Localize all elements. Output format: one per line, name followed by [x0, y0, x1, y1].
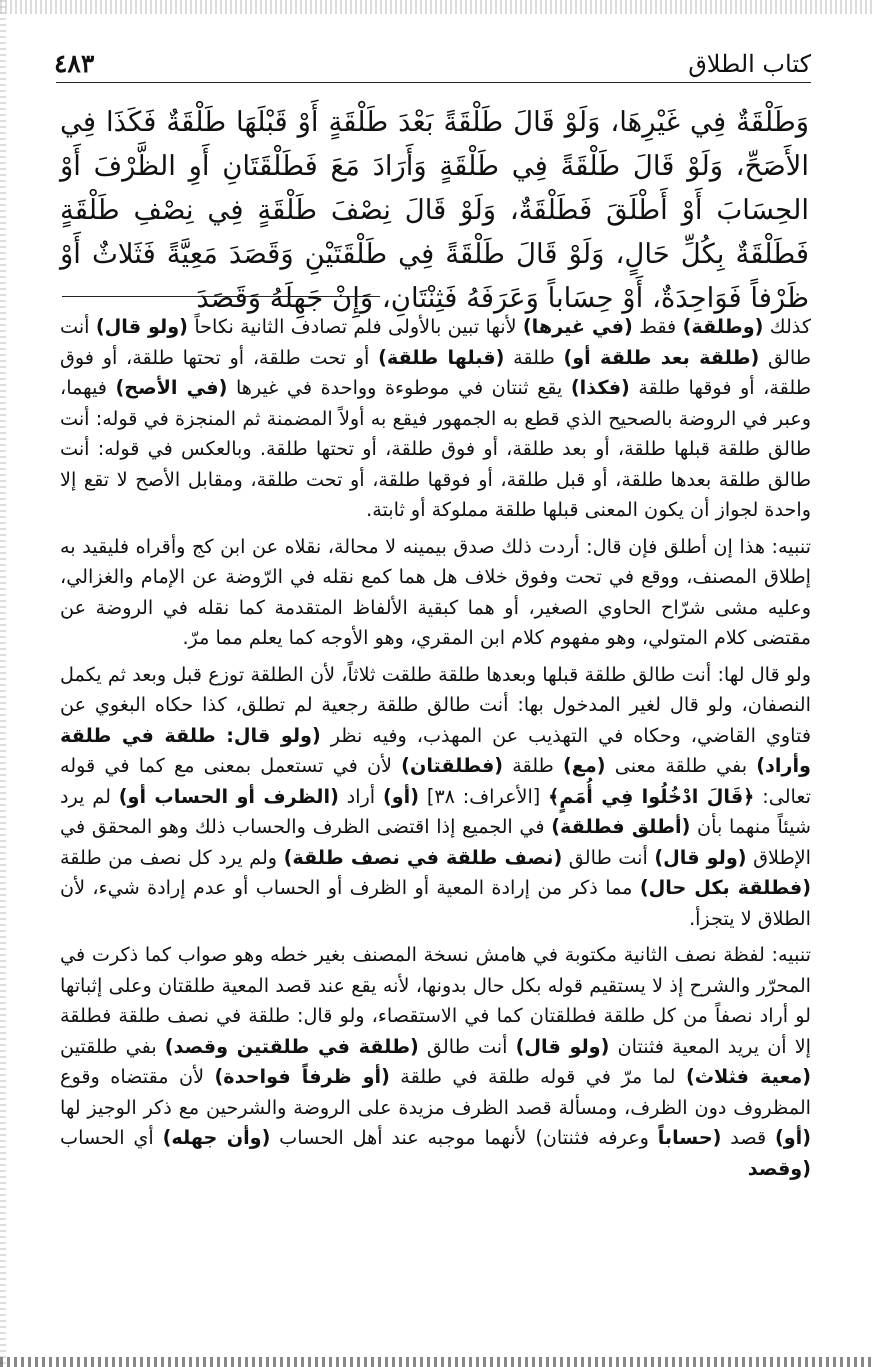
bold-matn-quote: (فكذا): [570, 376, 630, 399]
sharh-text-run: في الجميع إذا اقتضى الظرف والحساب ذلك وهو المحقق في الإطلاق: [60, 815, 811, 869]
book-title: كتاب الطلاق: [688, 50, 811, 78]
bold-matn-quote: (أطلق فطلقة): [551, 815, 691, 838]
sharh-text-run: بفي طلقتين: [60, 1034, 165, 1058]
bold-matn-quote: (أو ظرفاً فواحدة): [214, 1065, 390, 1088]
matn-paragraph: وَطَلْقَةٌ فِي غَيْرِهَا، وَلَوْ قَالَ طَلْقَةً بَعْدَ طَلْقَةٍ أَوْ قَبْلَهَا طَلْقَةٌ فَكَذَا فِي الأَصَحِّ، وَلَوْ قَالَ طَلْقَةً فِي طَلْقَةٍ وَأَرَادَ مَعَ فَطَلْقَتَانِ أَوِ الظَّرْفَ أَوْ الحِسَابَ أَوْ أَطْلَقَ فَطَلْقَةٌ، وَلَوْ قَالَ نِصْفَ طَلْقَةٍ فِي نِصْفِ طَلْقَةٍ فَطَلْقَةٌ بِكُلِّ حَالٍ، وَلَوْ قَالَ طَلْقَةً فِي طَلْقَتَيْنِ وَقَصَدَ مَعِيَّةً فَثَلاثٌ أَوْ ظَرْفاً فَوَاحِدَةٌ، أَوْ حِسَاباً وَعَرَفَهُ فَثِنْتَانِ، وَإِنْ جَهِلَهُ وَقَصَدَ: [60, 106, 809, 314]
bold-matn-quote: (ولو قال): [515, 1034, 610, 1058]
bold-matn-quote: (معية فثلاث): [685, 1065, 811, 1088]
sharh-paragraph-4: [60, 940, 811, 1184]
sharh-paragraph-1: [60, 312, 811, 526]
ornamental-border-bottom: [0, 1357, 873, 1367]
bold-matn-quote: (الظرف أو الحساب أو): [118, 784, 339, 808]
bold-matn-quote: (قبلها طلقة): [378, 345, 505, 369]
bold-matn-quote: (ولو قال: طلقة في طلقة وأراد): [60, 723, 811, 777]
sharh-text-run: مما ذكر من إرادة المعية أو الظرف أو الحساب أو عدم إرادة شيء، لأن الطلاق لا يتجزأ.: [60, 876, 811, 930]
sharh-text-run: لأنها تبين بالأولى فلم تصادف الثانية نكاحاً: [187, 315, 523, 338]
sharh-text-run: أراد: [338, 784, 383, 808]
bold-matn-quote: (في غيرها): [522, 315, 633, 338]
bold-matn-quote: (وأن جهله): [162, 1126, 271, 1149]
sharh-paragraph-2: [60, 532, 811, 654]
sharh-text-run: أو تحت طلقة، أو تحتها طلقة، أو فوق طلقة، أو فوقها طلقة: [60, 345, 811, 399]
sharh-text-run: قصد: [721, 1126, 775, 1149]
bold-matn-quote: (ولو قال): [95, 315, 188, 338]
bold-matn-quote: (طلقة بعد طلقة أو): [563, 345, 760, 369]
sharh-text-run: لأن مقتضاه وقوع المظروف دون الظرف، ومسألة قصد الظرف مزيدة على الروضة والشرحين مع ذكر الوجيز لها: [60, 1065, 811, 1119]
sharh-text-run: لما مرّ في قوله طلقة في طلقة: [389, 1065, 686, 1088]
matn-text: [60, 100, 809, 320]
sharh-text-run: أنت طالق: [418, 1034, 516, 1058]
sharh-text-run: طلقة: [503, 754, 564, 777]
bold-matn-quote: (فطلقة بكل حال): [639, 876, 811, 899]
bold-matn-quote: ﴿قَالَ ادْخُلُوا فِي أُمَمٍ﴾: [548, 784, 755, 808]
bold-matn-quote: (فطلقتان): [401, 754, 504, 777]
footnote-separator: [62, 296, 380, 297]
page-number: ٤٨٣: [54, 49, 95, 78]
bold-matn-quote: (أو): [382, 784, 420, 808]
page-header: [54, 38, 811, 78]
sharh-text-run: [الأعراف: ٣٨]: [419, 784, 549, 808]
sharh-text-run: لم يرد شيئاً منهما بأن: [60, 784, 812, 838]
sharh-text: [60, 312, 811, 1190]
bold-matn-quote: (أو): [774, 1126, 811, 1149]
sharh-text-run: وعرفه فثنتان) لأنهما موجبه عند أهل الحساب: [270, 1126, 658, 1149]
sharh-text-run: طلقة: [504, 345, 564, 369]
sharh-text-run: فقط: [632, 315, 683, 338]
bold-matn-quote: (طلقة في طلقتين وقصد): [164, 1034, 419, 1058]
ornamental-border-top: [0, 0, 873, 14]
sharh-paragraph-3: [60, 660, 811, 935]
sharh-text-run: يقع ثنتان في موطوءة وواحدة في غيرها: [227, 376, 571, 399]
sharh-text-run: أنت طالق: [562, 845, 655, 869]
sharh-text-run: بفي طلقة معنى: [605, 754, 757, 777]
bold-matn-quote: (مع): [563, 754, 606, 777]
bold-matn-quote: (نصف طلقة في نصف طلقة): [283, 845, 563, 869]
sharh-text-run: ولو قال لها: أنت طالق طلقة قبلها وبعدها طلقة طلقت ثلاثاً، لأن الطلقة توزع قبل وبعد ثم يكمل النصفان، ولو قال لغير المدخول بها: أنت طالق طلقة رجعية لم تطلق، كذا حكاه البغوي عن فتاوي القاضي، وحكاه في التهذيب عن المهذب، وفيه نظر: [60, 662, 811, 747]
bold-matn-quote: (وطلقة): [682, 315, 764, 338]
bold-matn-quote: (في الأصح): [115, 376, 228, 399]
sharh-text-run: أنت طالق: [60, 315, 811, 369]
sharh-text-run: لأن في تستعمل بمعنى مع كما في قوله تعالى:: [60, 754, 811, 808]
header-rule: [56, 82, 811, 83]
sharh-text-run: فيهما، وعبر في الروضة بالصحيح الذي قطع به الجمهور فيقع به أولاً المضمنة ثم المنجزة في قوله: أنت طالق طلقة قبلها طلقة، أو بعد طلقة، أو فوق طلقة، أو تحتها طلقة. وبالعكس في قوله: أنت طالق طلقة بعدها طلقة، أو قبل طلقة، أو فوقها طلقة، أو تحت طلقة، ومقابل الأصح لا تقع إلا واحدة لجواز أن يكون المعنى قبلها طلقة مملوكة أو ثابتة.: [60, 376, 811, 521]
ornamental-border-left: [0, 0, 6, 1367]
sharh-text-run: أي الحساب: [60, 1126, 163, 1149]
sharh-text-run: تنبيه: لفظة نصف الثانية مكتوبة في هامش نسخة المصنف بغير خطه وهو صواب كما ذكرت في المحرّر والشرح إذ لا يستقيم قوله بكل حال بدونها، لأنه يقع عند قصد المعية طلقتان وعلى إثباتها لو أراد نصفاً من كل طلقة فطلقتان كما في الاستقصاء، ولو قال: طلقة في نصف طلقة فطلقة إلا أن يريد المعية فثنتان: [60, 943, 811, 1058]
bold-matn-quote: (وقصد: [747, 1156, 811, 1180]
bold-matn-quote: (حساباً: [657, 1126, 722, 1149]
bold-matn-quote: (ولو قال): [654, 845, 747, 869]
sharh-text-run: كذلك: [763, 315, 811, 338]
sharh-text-run: تنبيه: هذا إن أطلق فإن قال: أردت ذلك صدق بيمينه لا محالة، نقلاه عن ابن كج وأقراه فليقيد به إطلاق المصنف، ووقع في تحت وفوق خلاف هل هما كمع نقله في الرّوضة عن الإمام والغزالي، وعليه مشى شرّاح الحاوي الصغير، أو هما كبقية الألفاظ المتقدمة كما نقله في الروضة عن مقتضى كلام المتولي، وهو مفهوم كلام ابن المقري، وهو الأوجه كما يعلم مما مرّ.: [60, 534, 811, 649]
sharh-text-run: ولم يرد كل نصف من طلقة: [60, 845, 284, 869]
